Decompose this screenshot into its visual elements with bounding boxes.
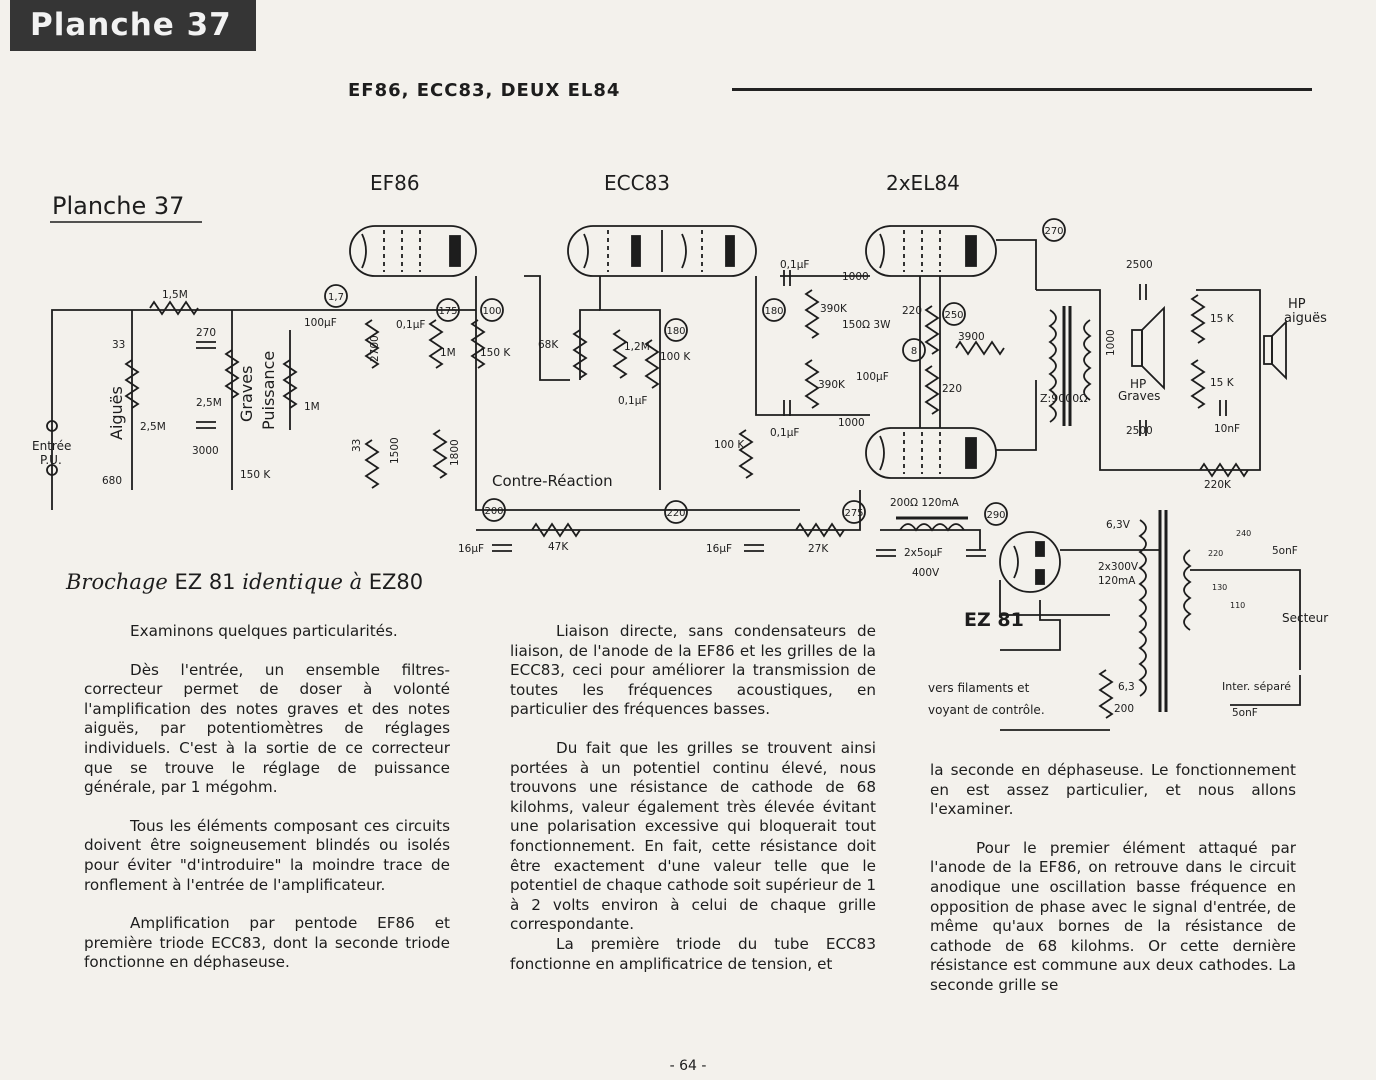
- val-c01uf4: 0,1µF: [770, 427, 800, 439]
- tube-label-el84: 2xEL84: [886, 171, 960, 195]
- val-r1000b: 1000: [838, 417, 865, 429]
- voltage-6: 8: [910, 346, 918, 357]
- val-c2500: 2500: [1126, 259, 1153, 271]
- val-c680: 680: [102, 475, 123, 487]
- caption-middle: identique à: [242, 570, 363, 594]
- label-filaments1: vers filaments et: [928, 681, 1030, 695]
- filter-choke: [896, 518, 968, 530]
- val-c1500: 1500: [389, 437, 401, 464]
- hp-aigues-speaker: [1264, 322, 1286, 378]
- brochage-caption: [66, 570, 423, 594]
- val-r150k2: 150 K: [480, 347, 511, 359]
- output-transformer: [1050, 306, 1090, 426]
- col1-paragraph: Amplification par pentode EF86 et première triode ECC83, dont la seconde triode fonctionne en déphaseuse.: [84, 914, 450, 972]
- col3-paragraph: Pour le premier élément attaqué par l'anode de la EF86, on retrouve dans le circuit anodique une oscillation basse fréquence en opposition de phase avec le signal d'entrée, de même qu'aux bornes de la résistance de cathode de 68 kilohms. Or cette dernière résistance est commune aux deux cathodes. La seconde grille se: [930, 838, 1296, 994]
- caption-prefix: Brochage: [66, 570, 168, 594]
- header-rule: [732, 88, 1312, 91]
- val-t240: 240: [1236, 529, 1252, 538]
- val-t220: 220: [1208, 549, 1224, 558]
- voltage-3: 100: [482, 306, 502, 317]
- val-c01uf: 0,1µF: [396, 319, 426, 331]
- ecc83-tube: [568, 226, 756, 276]
- col3-paragraph: la seconde en déphaseuse. Le fonctionnement en est assez particulier, et nous allons l'examiner.: [930, 761, 1296, 819]
- caption-tube1: EZ 81: [174, 570, 236, 594]
- col1-paragraph: Tous les éléments composant ces circuits doivent être soigneusement blindés ou isolés pour éviter "d'introduire" la moindre trace de ronflement à l'entrée de l'amplificateur.: [84, 816, 450, 894]
- caption-tube2: EZ80: [368, 570, 424, 594]
- hp-graves-speaker: [1132, 308, 1164, 388]
- mains-transformer: [1140, 510, 1190, 712]
- val-r1m2: 1M: [440, 347, 456, 359]
- ef86-tube: [350, 226, 476, 276]
- val-t130: 130: [1212, 583, 1228, 592]
- col1-paragraph: Examinons quelques particularités.: [130, 622, 398, 640]
- val-c01uf3: 0,1µF: [780, 259, 810, 271]
- planche-badge: Planche 37: [10, 0, 256, 51]
- val-r68k: 68K: [538, 339, 559, 351]
- val-c01uf2: 0,1µF: [618, 395, 648, 407]
- val-t110: 110: [1230, 601, 1246, 610]
- voltage-1: 1,7: [328, 292, 344, 303]
- val-hv2: 120mA: [1098, 575, 1136, 587]
- val-c50nf2: 5onF: [1232, 707, 1258, 719]
- val-r220: 220: [902, 305, 923, 317]
- text-column-3: [930, 761, 1296, 996]
- el84-tube-upper: [866, 226, 996, 276]
- voltage-11: 275: [844, 508, 864, 519]
- label-hp-bass: HP: [1130, 377, 1147, 391]
- val-c33: 33: [112, 339, 126, 351]
- voltage-test-points: [325, 219, 1065, 525]
- val-r12m: 1,2M: [624, 341, 650, 353]
- val-r47k: 47K: [548, 541, 569, 553]
- val-r220k: 220K: [1204, 479, 1231, 491]
- val-r1800: 1800: [449, 439, 461, 466]
- label-bass: Graves: [237, 365, 256, 422]
- el84-tube-lower: [866, 428, 996, 478]
- val-r15k2: 15 K: [1210, 377, 1234, 389]
- voltage-9: 200: [484, 506, 504, 517]
- voltage-8: 270: [1044, 226, 1064, 237]
- col2-paragraph: La première triode du tube ECC83 fonctionne en amplificatrice de tension, et: [510, 934, 876, 973]
- val-r390k2: 390K: [818, 379, 845, 391]
- col1-paragraph: Dès l'entrée, un ensemble filtres-correcteur permet de doser à volonté l'amplification des notes graves et des notes aiguës, par potentiomètres de réglages individuels. C'est à la sortie de ce correcteur que se trouve le réglage de puissance générale, par 1 mégohm.: [84, 660, 450, 797]
- val-c2500b: 2500: [1126, 425, 1153, 437]
- label-feedback: Contre-Réaction: [492, 472, 613, 490]
- val-c16uf2: 16µF: [706, 543, 733, 555]
- label-hp-treble: HP: [1288, 297, 1306, 312]
- val-r33: 33: [351, 438, 363, 452]
- label-input: Entrée: [32, 439, 72, 453]
- label-mains: Secteur: [1282, 611, 1329, 625]
- tube-label-ef86: EF86: [370, 171, 420, 195]
- val-r1m: 1M: [304, 401, 320, 413]
- val-r25m2: 2,5M: [196, 397, 222, 409]
- label-volume: Puissance: [259, 350, 278, 430]
- val-c50nf: 5onF: [1272, 545, 1298, 557]
- val-c100uf2: 100µF: [856, 371, 889, 383]
- label-switch: Inter. séparé: [1222, 680, 1292, 693]
- val-r2700: 2700: [369, 335, 381, 362]
- ez81-tube: [1000, 532, 1060, 592]
- text-column-1: [84, 622, 450, 973]
- val-r220b: 220: [942, 383, 963, 395]
- voltage-5: 180: [764, 306, 784, 317]
- col2-paragraph: Du fait que les grilles se trouvent ainsi portées à un potentiel continu élevé, nous trouvons une résistance de cathode de 68 kilohms, valeur également très élevée évitant une polarisation excessive qui bloquerait tout fonctionnement. En fait, cette résistance doit être exactement d'une valeur telle que le potentiel de chaque cathode soit supérieur de 1 à 2 volts environ à celui de chaque grille correspondante.: [510, 738, 877, 934]
- val-r150w: 150Ω 3W: [842, 319, 891, 331]
- val-choke: 200Ω 120mA: [890, 497, 959, 509]
- val-hv: 2x300V: [1098, 561, 1139, 573]
- label-hp-bass2: Graves: [1118, 389, 1161, 403]
- tube-label-ez81: EZ 81: [964, 609, 1024, 631]
- val-r27k: 27K: [808, 543, 829, 555]
- val-r390k: 390K: [820, 303, 847, 315]
- val-r3900: 3900: [958, 331, 985, 343]
- val-c100uf: 100µF: [304, 317, 337, 329]
- voltage-12: 290: [986, 510, 1006, 521]
- val-r100k: 100 K: [660, 351, 691, 363]
- voltage-10: 220: [666, 508, 686, 519]
- label-treble: Aiguës: [107, 386, 126, 440]
- val-r1000c: 1000: [1105, 329, 1117, 356]
- val-v63b: 6,3: [1118, 681, 1135, 693]
- val-v400: 400V: [912, 567, 940, 579]
- col2-paragraph: Liaison directe, sans condensateurs de liaison, de l'anode de la EF86 et les grilles de la ECC83, ceci pour améliorer la transmission de toutes les fréquences acoustiques, en particulier des fréquences basses.: [510, 622, 876, 719]
- page-number: - 64 -: [669, 1058, 707, 1074]
- val-c10nf: 10nF: [1214, 423, 1241, 435]
- val-v63: 6,3V: [1106, 519, 1130, 531]
- val-r15m: 1,5M: [162, 289, 188, 301]
- label-impedance: Z:9000Ω: [1040, 392, 1088, 405]
- val-r25m: 2,5M: [140, 421, 166, 433]
- label-input2: P.U.: [40, 453, 62, 467]
- val-r15k: 15 K: [1210, 313, 1234, 325]
- label-filaments2: voyant de contrôle.: [928, 703, 1045, 717]
- tubes-header: EF86, ECC83, DEUX EL84: [348, 80, 621, 101]
- val-r150k: 150 K: [240, 469, 271, 481]
- tube-label-ecc83: ECC83: [604, 171, 671, 195]
- val-c2x50: 2x5oµF: [904, 547, 943, 559]
- val-r200: 200: [1114, 703, 1135, 715]
- val-r100k2: 100 K: [714, 439, 745, 451]
- voltage-2: 175: [438, 306, 458, 317]
- val-c3000: 3000: [192, 445, 219, 457]
- val-r1000: 1000: [842, 271, 869, 283]
- val-c16uf: 16µF: [458, 543, 485, 555]
- voltage-4: 180: [666, 326, 686, 337]
- label-hp-treble2: aiguës: [1284, 311, 1327, 326]
- voltage-7: 250: [944, 310, 964, 321]
- schematic-title: Planche 37: [52, 192, 185, 220]
- val-c270: 270: [196, 327, 217, 339]
- text-column-2: [510, 622, 876, 974]
